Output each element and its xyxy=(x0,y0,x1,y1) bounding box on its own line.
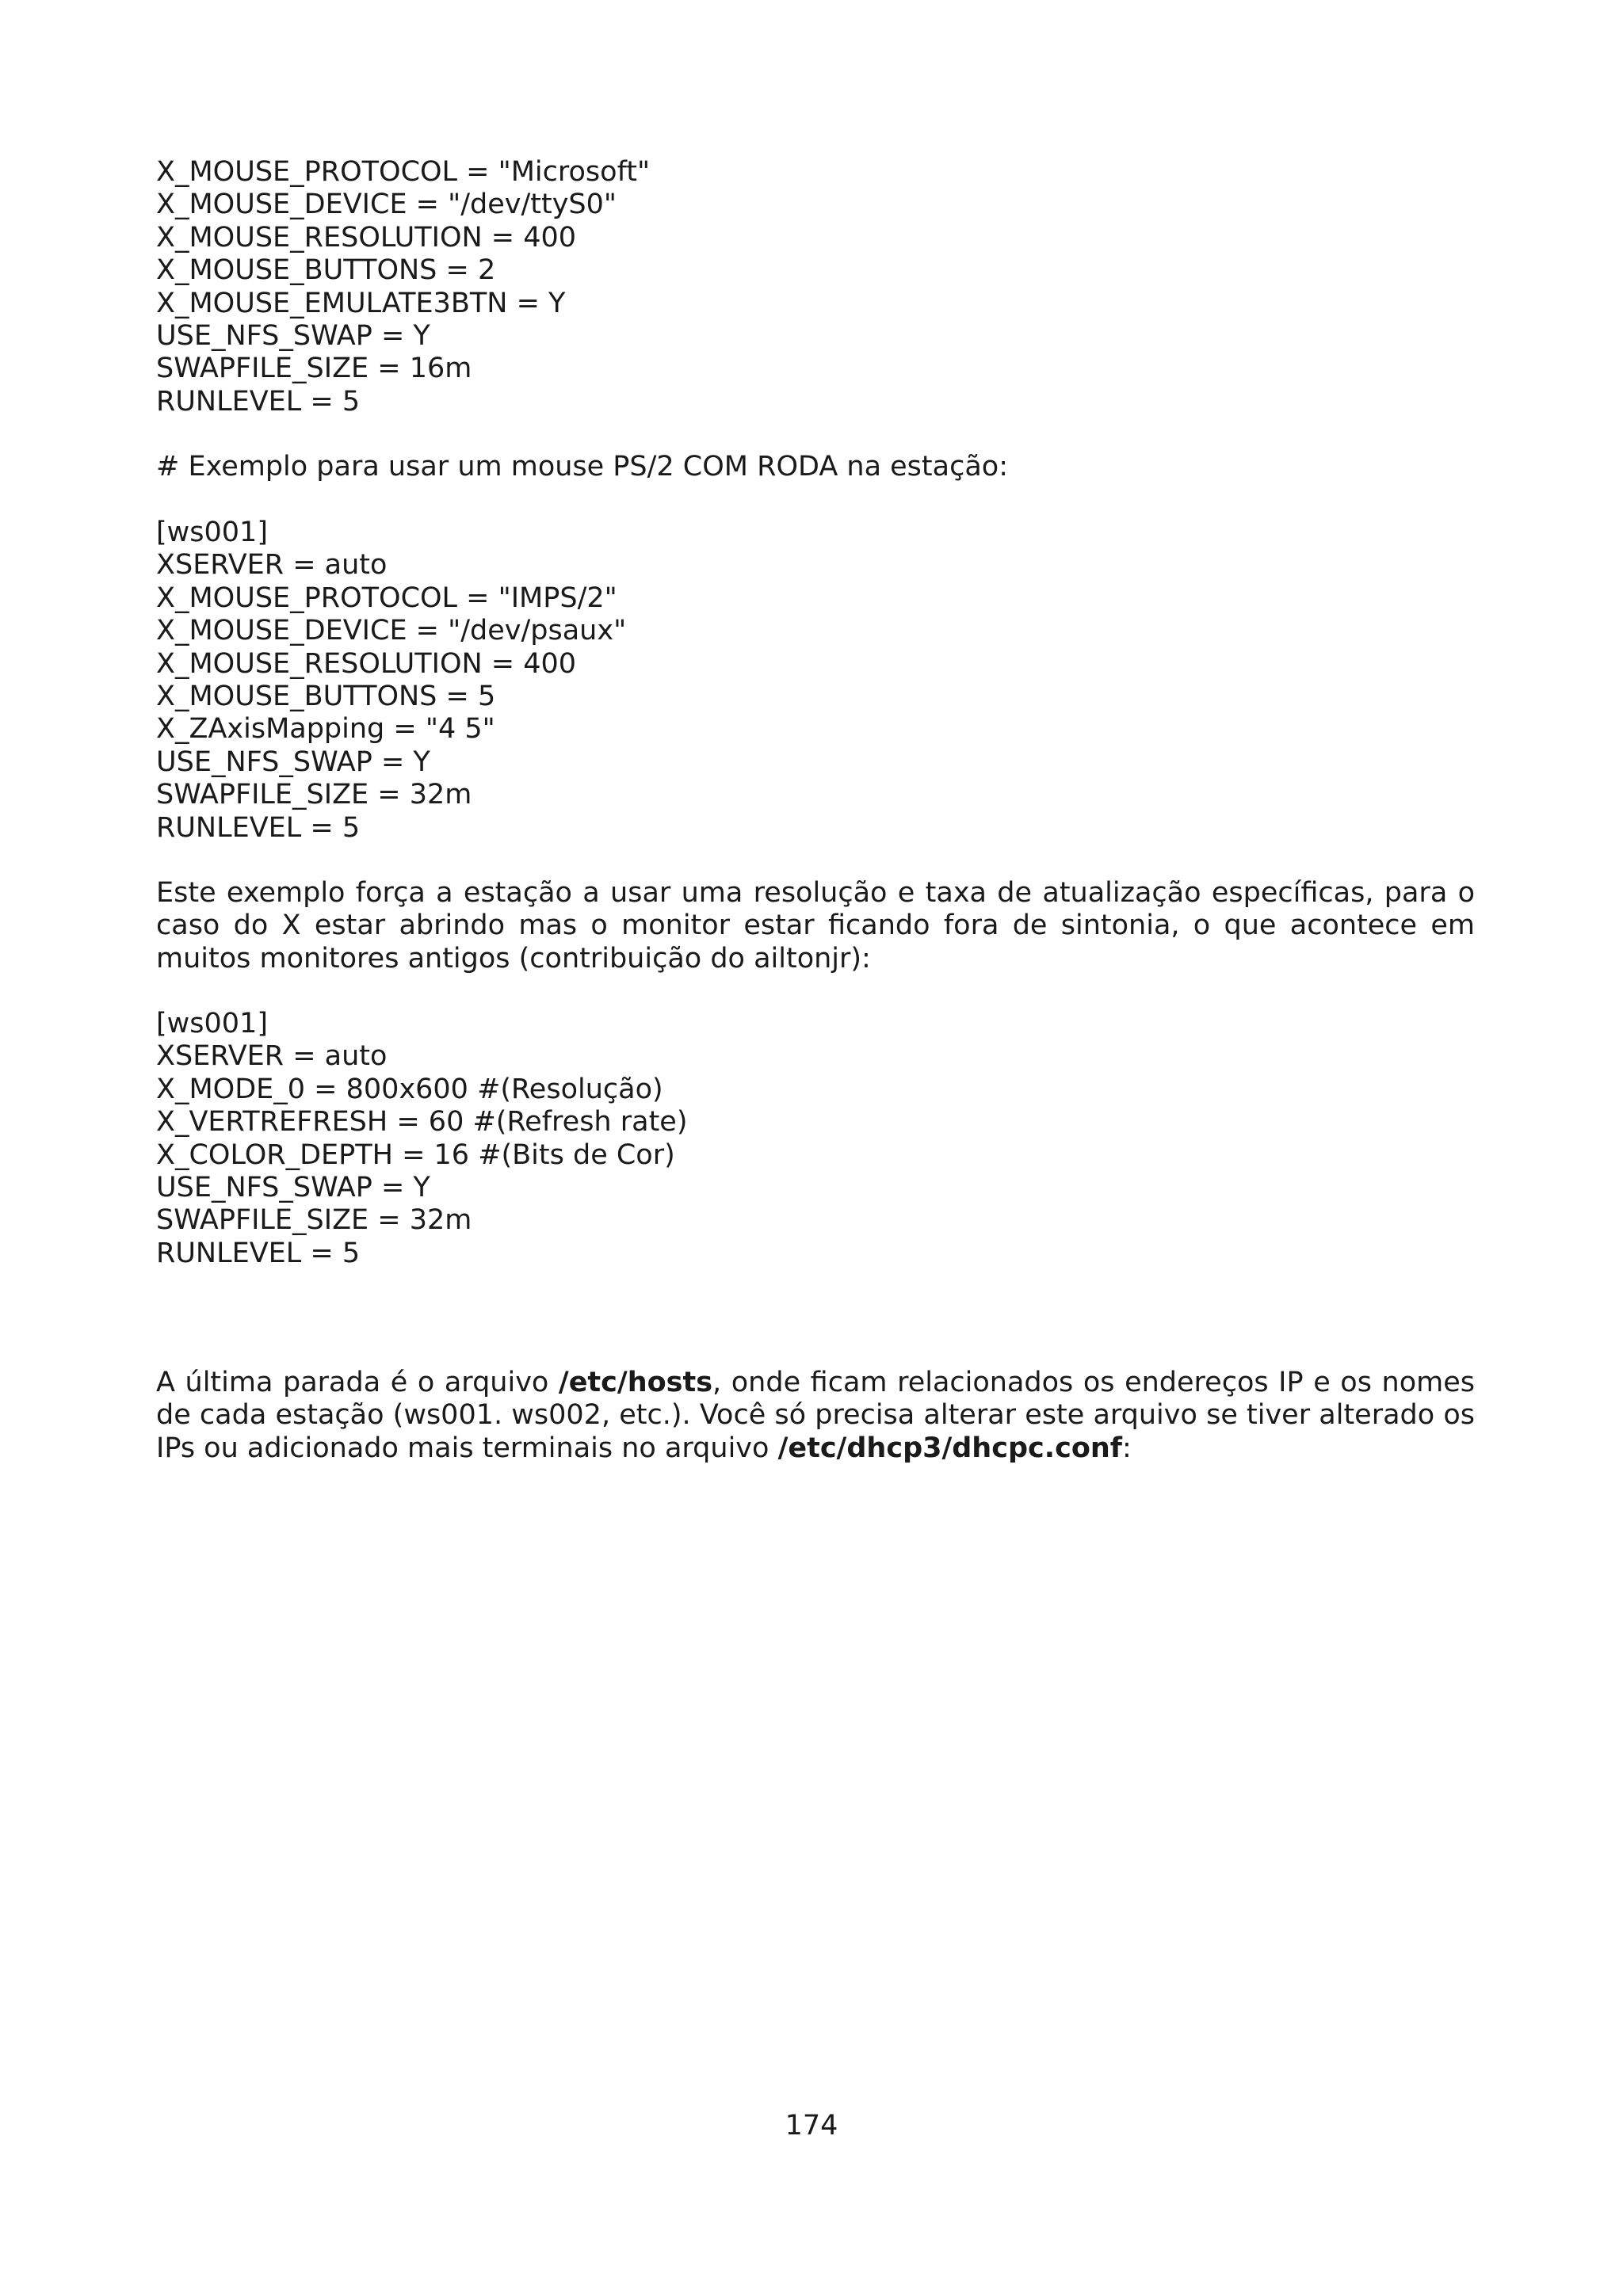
paragraph-line: Este exemplo força a estação a usar uma resolução e taxa de atualização específicas, para o xyxy=(156,877,1475,909)
config-line: XSERVER = auto xyxy=(156,549,388,582)
paragraph-line xyxy=(156,1432,1475,1465)
config-block-mouse-ps2 xyxy=(156,517,1475,845)
text-segment: A última parada é o arquivo xyxy=(156,1367,559,1398)
config-line: USE_NFS_SWAP = Y xyxy=(156,320,430,353)
config-line: X_MOUSE_BUTTONS = 2 xyxy=(156,254,496,287)
config-block-mouse-serial xyxy=(156,156,1475,418)
paragraph-line: de cada estação (ws001. ws002, etc.). Você só precisa alterar este arquivo se tiver alterado os xyxy=(156,1399,1475,1432)
config-line: SWAPFILE_SIZE = 32m xyxy=(156,779,472,811)
config-line: [ws001] xyxy=(156,517,268,548)
config-line: USE_NFS_SWAP = Y xyxy=(156,1172,430,1204)
comment-ps2-mouse xyxy=(156,451,1475,483)
config-block-resolution xyxy=(156,1008,1475,1270)
config-line: XSERVER = auto xyxy=(156,1040,388,1073)
text-segment: IPs ou adicionado mais terminais no arquivo xyxy=(156,1432,778,1464)
config-line: RUNLEVEL = 5 xyxy=(156,811,361,844)
paragraph-line: muitos monitores antigos (contribuição do ailtonjr): xyxy=(156,942,871,974)
config-line: X_MOUSE_RESOLUTION = 400 xyxy=(156,647,577,680)
text-segment: , onde ficam relacionados os endereços IP e os nomes xyxy=(712,1367,1475,1398)
config-line: X_COLOR_DEPTH = 16 #(Bits de Cor) xyxy=(156,1138,675,1171)
config-line: SWAPFILE_SIZE = 32m xyxy=(156,1204,472,1237)
config-line: X_MOUSE_PROTOCOL = "Microsoft" xyxy=(156,156,651,188)
config-line: X_MOUSE_EMULATE3BTN = Y xyxy=(156,287,566,319)
paragraph-line: caso do X estar abrindo mas o monitor estar ficando fora de sintonia, o que acontece em xyxy=(156,910,1475,942)
file-path-dhcpc-conf: /etc/dhcp3/dhcpc.conf xyxy=(777,1432,1123,1464)
config-line: X_VERTREFRESH = 60 #(Refresh rate) xyxy=(156,1106,688,1138)
paragraph-line xyxy=(156,1367,1475,1399)
paragraph-resolution xyxy=(156,877,1475,975)
config-line: RUNLEVEL = 5 xyxy=(156,385,361,418)
page-number: 174 xyxy=(785,2110,838,2142)
config-line: X_ZAxisMapping = "4 5" xyxy=(156,713,495,746)
config-line: X_MODE_0 = 800x600 #(Resolução) xyxy=(156,1073,663,1105)
config-line: X_MOUSE_RESOLUTION = 400 xyxy=(156,221,577,254)
config-line: X_MOUSE_PROTOCOL = "IMPS/2" xyxy=(156,582,617,614)
config-line: RUNLEVEL = 5 xyxy=(156,1237,361,1269)
config-line: X_MOUSE_DEVICE = "/dev/ttyS0" xyxy=(156,189,617,221)
config-line: USE_NFS_SWAP = Y xyxy=(156,746,430,778)
config-line: [ws001] xyxy=(156,1008,268,1039)
config-line: X_MOUSE_BUTTONS = 5 xyxy=(156,681,496,713)
comment-line: # Exemplo para usar um mouse PS/2 COM RODA na estação: xyxy=(156,451,1008,482)
config-line: SWAPFILE_SIZE = 16m xyxy=(156,353,472,385)
paragraph-hosts xyxy=(156,1367,1475,1465)
text-segment: : xyxy=(1122,1432,1132,1464)
config-line: X_MOUSE_DEVICE = "/dev/psaux" xyxy=(156,615,627,647)
file-path-etc-hosts: /etc/hosts xyxy=(558,1367,713,1398)
